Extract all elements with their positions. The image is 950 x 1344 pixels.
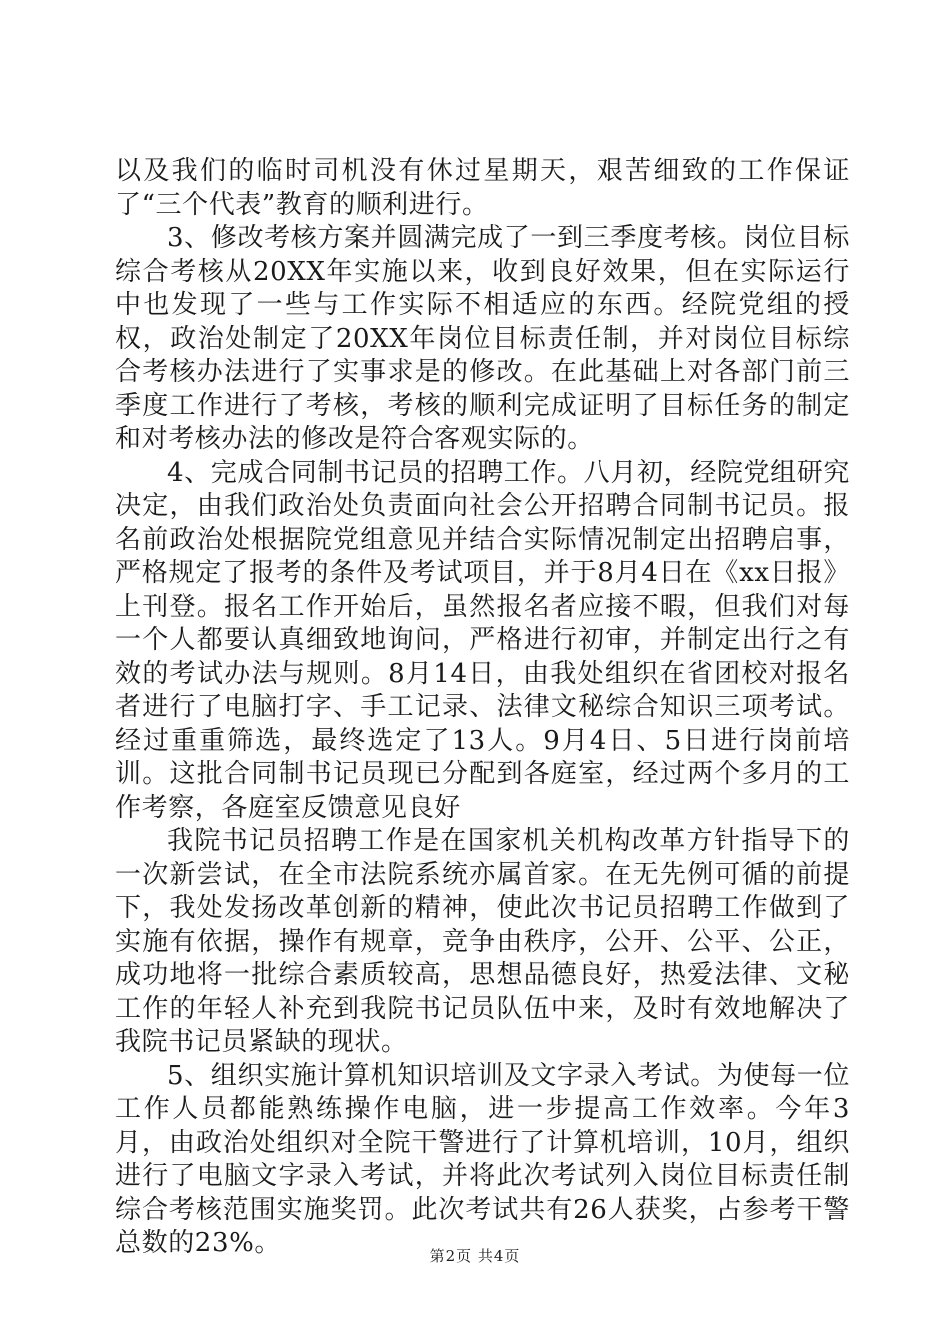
- paragraph-item-5: 5、组织实施计算机知识培训及文字录入考试。为使每一位工作人员都能熟练操作电脑，进一步提高工作效率。今年3月，由政治处组织对全院干警进行了计算机培训，10月，组织进行了电脑文字录入考试，并将此次考试列入岗位目标责任制综合考核范围实施奖罚。此次考试共有26人获奖，占参考干警总数的23%。: [115, 1060, 850, 1258]
- document-body: [115, 155, 850, 1261]
- page-footer: 第2页 共4页: [429, 1247, 521, 1265]
- paragraph-item-4: 4、完成合同制书记员的招聘工作。八月初，经院党组研究决定，由我们政治处负责面向社会公开招聘合同制书记员。报名前政治处根据院党组意见并结合实际情况制定出招聘启事，严格规定了报考的条件及考试项目，并于8月4日在《xx日报》上刊登。报名工作开始后，虽然报名者应接不暇，但我们对每一个人都要认真细致地询问，严格进行初审，并制定出行之有效的考试办法与规则。8月14日，由我处组织在省团校对报名者进行了电脑打字、手工记录、法律文秘综合知识三项考试。经过重重筛选，最终选定了13人。9月4日、5日进行岗前培训。这批合同制书记员现已分配到各庭室，经过两个多月的工作考察，各庭室反馈意见良好: [115, 457, 850, 823]
- paragraph-recruitment-summary: 我院书记员招聘工作是在国家机关机构改革方针指导下的一次新尝试，在全市法院系统亦属首家。在无先例可循的前提下，我处发扬改革创新的精神，使此次书记员招聘工作做到了实施有依据，操作有规章，竞争由秩序，公开、公平、公正，成功地将一批综合素质较高，思想品德良好，热爱法律、文秘工作的年轻人补充到我院书记员队伍中来，及时有效地解决了我院书记员紧缺的现状。: [115, 826, 850, 1057]
- paragraph-continuation: 以及我们的临时司机没有休过星期天，艰苦细致的工作保证了“三个代表”教育的顺利进行。: [115, 156, 850, 220]
- paragraph-item-3: 3、修改考核方案并圆满完成了一到三季度考核。岗位目标综合考核从20XX年实施以来，收到良好效果，但在实际运行中也发现了一些与工作实际不相适应的东西。经院党组的授权，政治处制定了20XX年岗位目标责任制，并对岗位目标综合考核办法进行了实事求是的修改。在此基础上对各部门前三季度工作进行了考核，考核的顺利完成证明了目标任务的制定和对考核办法的修改是符合客观实际的。: [115, 223, 850, 454]
